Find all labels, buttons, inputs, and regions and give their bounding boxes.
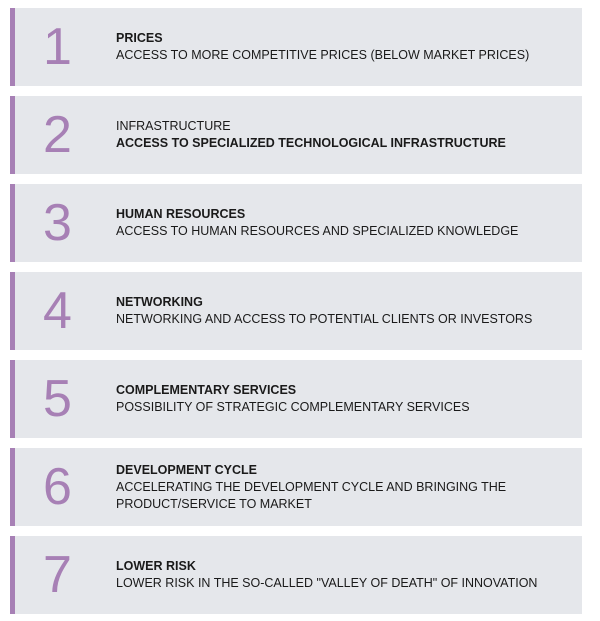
item-title: INFRASTRUCTURE bbox=[116, 119, 231, 133]
item-description: ACCELERATING THE DEVELOPMENT CYCLE AND BRINGING THE PRODUCT/SERVICE TO MARKET bbox=[116, 479, 507, 511]
item-number: 7 bbox=[43, 546, 72, 604]
benefit-card bbox=[10, 184, 582, 262]
item-description: POSSIBILITY OF STRATEGIC COMPLEMENTARY SERVICES bbox=[116, 400, 470, 414]
item-number: 1 bbox=[43, 18, 72, 76]
item-description: ACCESS TO HUMAN RESOURCES AND SPECIALIZED KNOWLEDGE bbox=[116, 224, 519, 238]
item-title: PRICES bbox=[116, 31, 163, 45]
item-number: 4 bbox=[43, 282, 72, 340]
benefit-card bbox=[10, 96, 582, 174]
item-text bbox=[116, 184, 562, 262]
item-title: LOWER RISK bbox=[116, 559, 196, 573]
item-number: 3 bbox=[43, 194, 72, 252]
item-title: HUMAN RESOURCES bbox=[116, 207, 246, 221]
item-text bbox=[116, 8, 562, 86]
benefits-list bbox=[10, 8, 582, 614]
item-description: NETWORKING AND ACCESS TO POTENTIAL CLIENTS OR INVESTORS bbox=[116, 312, 533, 326]
item-text bbox=[116, 448, 562, 526]
benefit-card bbox=[10, 536, 582, 614]
benefit-card bbox=[10, 448, 582, 526]
item-title: NETWORKING bbox=[116, 295, 203, 309]
item-number: 2 bbox=[43, 106, 72, 164]
benefit-card bbox=[10, 8, 582, 86]
item-text bbox=[116, 96, 562, 174]
item-title: DEVELOPMENT CYCLE bbox=[116, 462, 257, 477]
item-description: ACCESS TO MORE COMPETITIVE PRICES (BELOW MARKET PRICES) bbox=[116, 48, 530, 62]
item-description: ACCESS TO SPECIALIZED TECHNOLOGICAL INFRASTRUCTURE bbox=[116, 136, 506, 150]
item-number: 6 bbox=[43, 458, 72, 516]
benefit-card bbox=[10, 360, 582, 438]
item-title: COMPLEMENTARY SERVICES bbox=[116, 383, 297, 397]
item-text bbox=[116, 272, 562, 350]
item-text bbox=[116, 360, 562, 438]
item-description: LOWER RISK IN THE SO-CALLED "VALLEY OF DEATH" OF INNOVATION bbox=[116, 576, 538, 590]
item-text bbox=[116, 536, 562, 614]
benefit-card bbox=[10, 272, 582, 350]
item-number: 5 bbox=[43, 370, 72, 428]
